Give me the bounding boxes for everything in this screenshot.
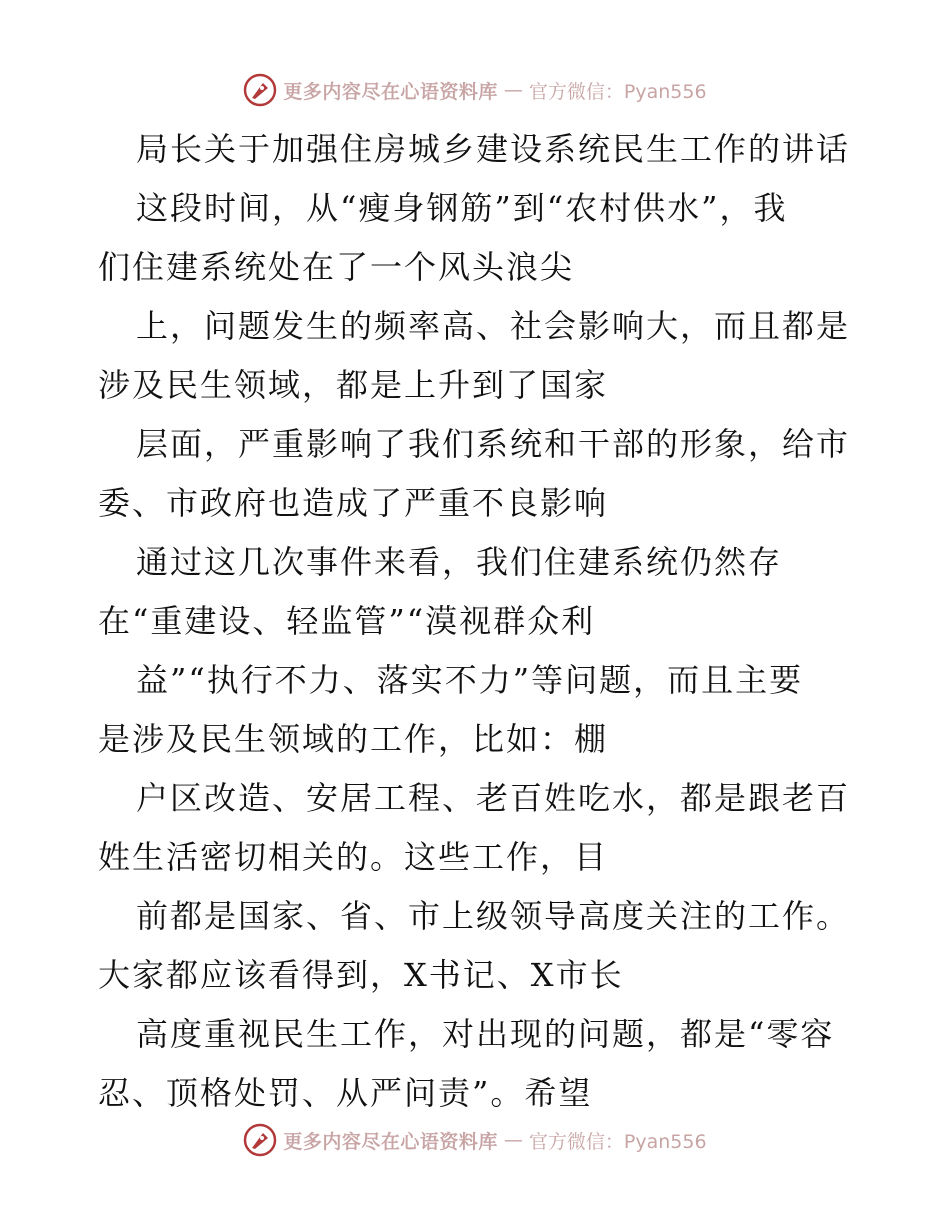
watermark-separator: — [503,1129,523,1151]
watermark-contact: 官方微信：Pyan556 [528,1130,707,1153]
text-line: 高度重视民生工作，对出现的问题，都是“零容 [136,1015,835,1053]
text-line: 涉及民生领域，都是上升到了国家 [98,366,609,404]
pen-nib-logo-icon [243,73,277,107]
document-body [98,120,858,1123]
header-watermark [0,70,950,110]
watermark-brand: 更多内容尽在心语资料库 [283,1130,498,1153]
text-line: 益”“执行不力、落实不力”等问题，而且主要 [136,661,804,699]
text-line: 忍、顶格处罚、从严问责”。希望 [98,1074,593,1112]
watermark-separator: — [503,79,523,101]
text-line: 大家都应该看得到，X书记、X市长 [98,956,624,994]
text-line: 是涉及民生领域的工作，比如：棚 [98,720,609,758]
text-line: 这段时间，从“瘦身钢筋”到“农村供水”，我 [136,189,788,227]
text-line: 在“重建设、轻监管”“漠视群众利 [98,602,596,640]
footer-watermark [0,1120,950,1160]
text-line: 委、市政府也造成了严重不良影响 [98,484,609,522]
text-line: 上，问题发生的频率高、社会影响大，而且都是 [136,307,851,345]
text-line: 姓生活密切相关的。这些工作，目 [98,838,609,876]
pen-nib-logo-icon [243,1123,277,1157]
document-title: 局长关于加强住房城乡建设系统民生工作的讲话 [136,130,851,168]
text-line: 前都是国家、省、市上级领导高度关注的工作。 [136,897,851,935]
text-line: 层面，严重影响了我们系统和干部的形象，给市 [136,425,851,463]
text-line: 通过这几次事件来看，我们住建系统仍然存 [136,543,783,581]
text-line: 们住建系统处在了一个风头浪尖 [98,248,575,286]
watermark-contact: 官方微信：Pyan556 [528,80,707,103]
watermark-brand: 更多内容尽在心语资料库 [283,80,498,103]
text-line: 户区改造、安居工程、老百姓吃水，都是跟老百 [136,779,851,817]
